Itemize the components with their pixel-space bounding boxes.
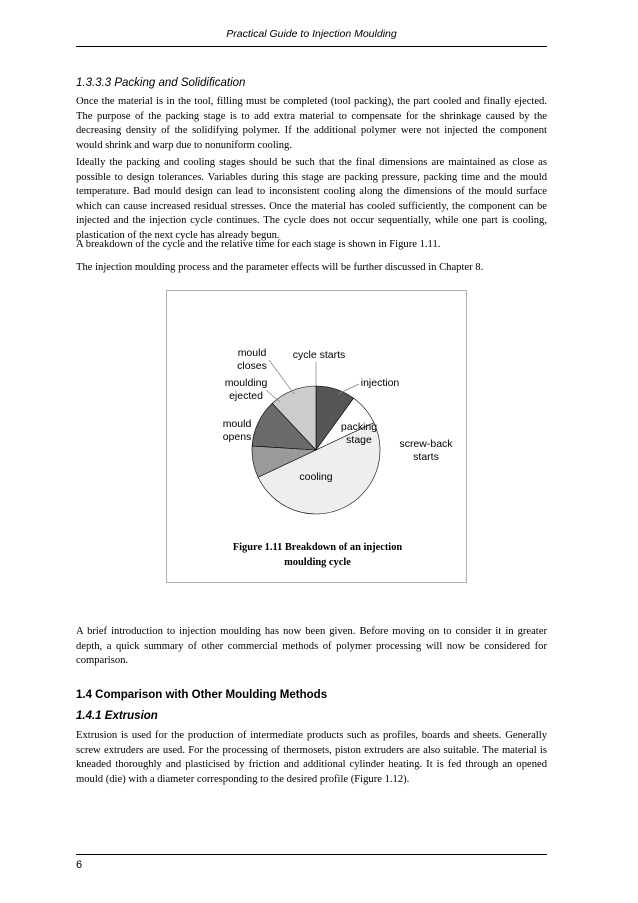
paragraph-packing-3: A breakdown of the cycle and the relative time for each stage is shown in Figure 1.11. — [76, 239, 441, 250]
pie-leader-injection — [338, 384, 359, 394]
pie-label-injection: injection — [360, 377, 400, 389]
running-header: Practical Guide to Injection Moulding — [226, 28, 397, 40]
pie-label-mould-opens: mould opens — [222, 418, 252, 443]
pie-label-mould-closes: mould closes — [237, 347, 267, 372]
pie-chart — [166, 290, 467, 540]
figure-caption — [210, 541, 425, 570]
pie-label-cooling: cooling — [299, 471, 333, 483]
pie-label-screw-back-starts: screw-back starts — [399, 438, 453, 463]
footer-rule — [76, 854, 547, 855]
section-heading-comparison: 1.4 Comparison with Other Moulding Methods — [76, 689, 328, 701]
pie-leader-mould-closes — [269, 360, 294, 394]
pie-label-cycle-starts: cycle starts — [292, 349, 346, 361]
section-heading-packing: 1.3.3.3 Packing and Solidification — [76, 77, 246, 89]
paragraph-packing-4: The injection moulding process and the parameter effects will be further discussed in Chapter 8. — [76, 262, 484, 273]
paragraph-extrusion: Extrusion is used for the production of intermediate products such as profiles, boards and sheets. Generally screw extruders are used. For the processing of thermosets, piston extruders are also suitable. The material is kneaded thoroughly and plasticised by friction and additional cylinder heating. It is fed through an opened mould (die) with a diameter corresponding to the desired profile (Figure 1.12). — [76, 730, 547, 785]
paragraph-packing-1: Once the material is in the tool, filling must be completed (tool packing), the part cooled and finally ejected. The purpose of the packing stage is to add extra material to compensate for the shrinkage caused by the decreasing density of the solidifying polymer. If the additional polymer were not injected the component would shrink and warp due to nonuniform cooling. — [76, 96, 547, 151]
figure-caption-line2: moulding cycle — [284, 556, 351, 568]
figure-caption-line1: Figure 1.11 Breakdown of an injection — [232, 542, 403, 553]
paragraph-packing-2: Ideally the packing and cooling stages should be such that the final dimensions are maintained as close as possible to design tolerances. Variables during this stage are packing pressure, packing time and the mould temperature. Bad mould design can lead to inconsistent cooling along the dimensions of the mould surface which can cause increased residual stresses. Once the material has cooled sufficiently, the component can be injected and the injection cycle continues. The cycle does not occur sequentially, while one part is cooling, plastication of the next cycle has already begun. — [76, 157, 547, 241]
pie-label-packing-stage: packing stage — [340, 421, 378, 446]
pie-leader-moulding-ejected — [266, 390, 280, 402]
paragraph-bridge: A brief introduction to injection moulding has now been given. Before moving on to consider it in greater depth, a quick summary of other commercial methods of polymer processing will now be considered for comparison. — [76, 626, 547, 667]
subsection-heading-extrusion: 1.4.1 Extrusion — [76, 710, 158, 722]
page-number: 6 — [76, 859, 83, 871]
pie-label-moulding-ejected: moulding ejected — [224, 377, 268, 402]
header-rule — [76, 46, 547, 47]
